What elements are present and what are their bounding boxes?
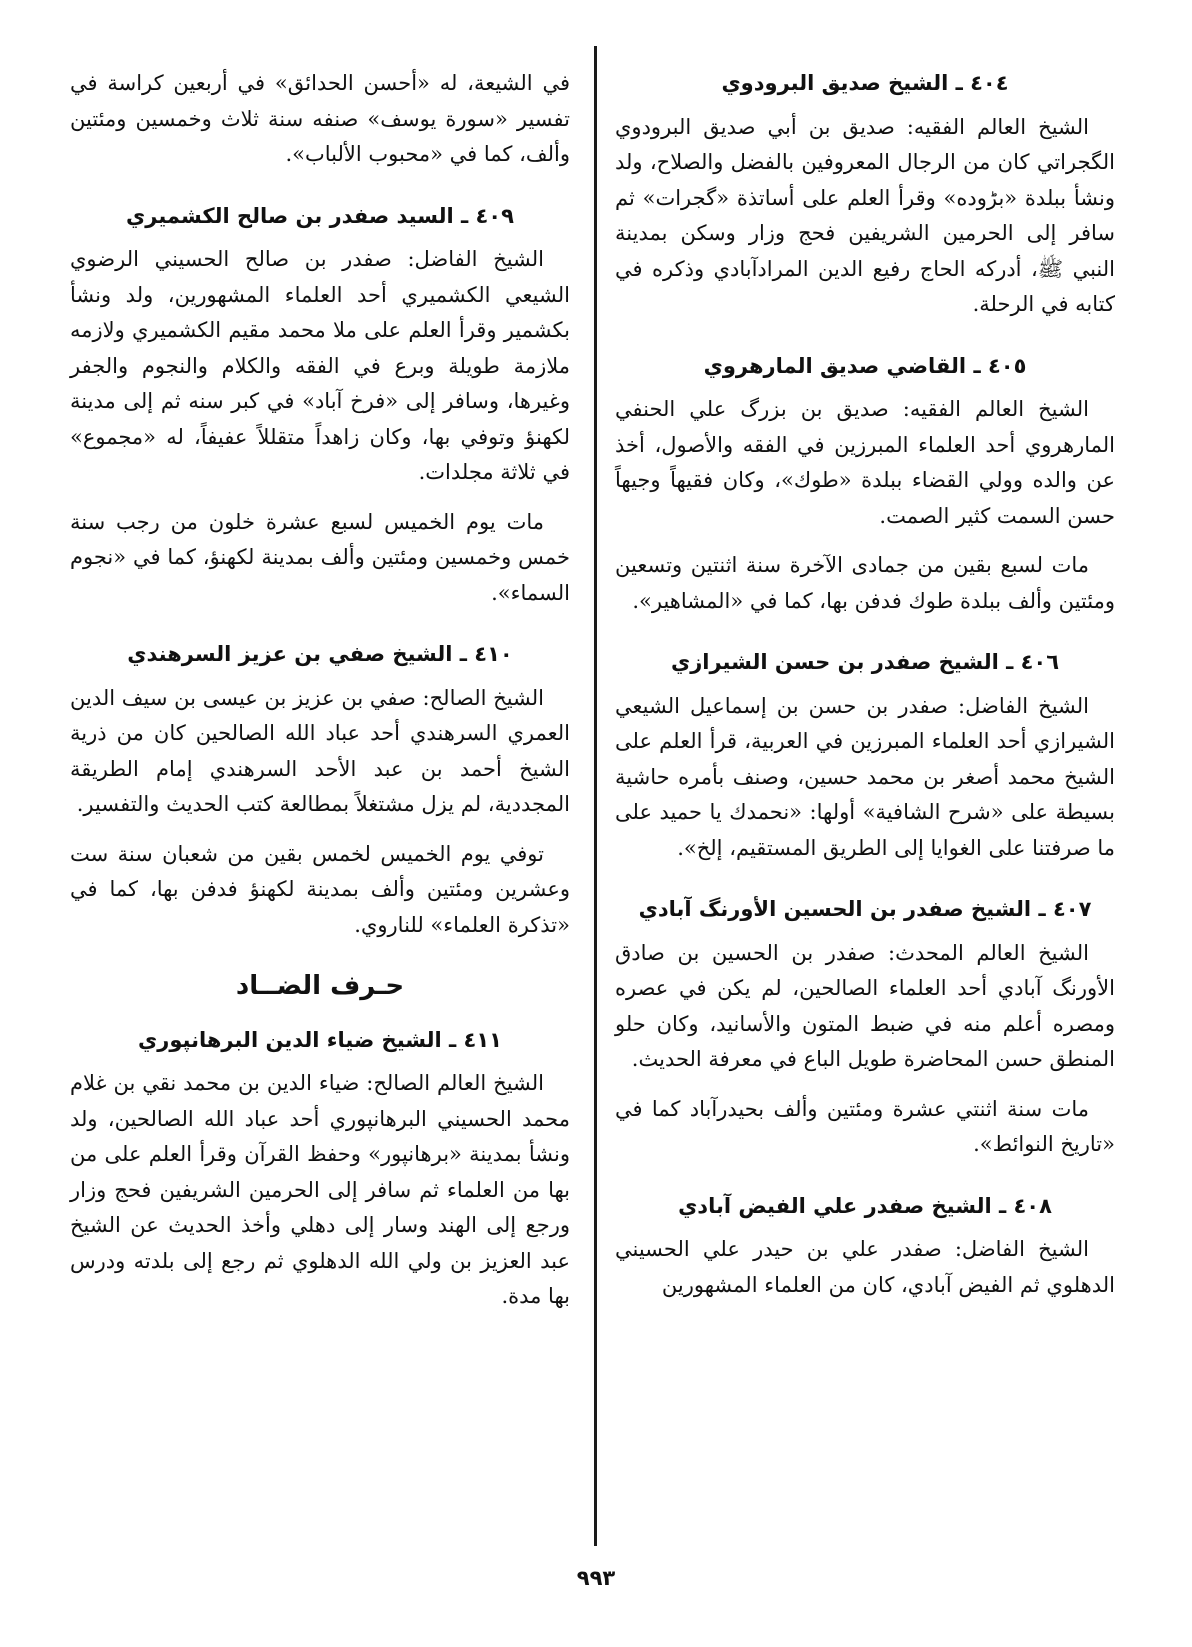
continued-paragraph: في الشيعة، له «أحسن الحدائق» في أربعين كراسة في تفسير «سورة يوسف» صنفه سنة ثلاث وخمسين ومئتين وألف، كما في «محبوب الألباب». [70, 71, 570, 166]
entry-paragraph: مات سنة اثنتي عشرة ومئتين وألف بحيدرآباد كما في «تاريخ النوائط». [615, 1096, 1115, 1156]
entry-heading: ٤٠٩ ـ السيد صفدر بن صالح الكشميري [126, 203, 514, 228]
entry-paragraph: الشيخ العالم الصالح: ضياء الدين بن محمد نقي بن غلام محمد الحسيني البرهانپوري أحد عباد الله الصالحين، ولد ونشأ بمدينة «برهانپور» وحفظ القرآن وقرأ العلم على من بها من العلماء ثم سافر إلى الحرمين الشريفين فحج وزار ورجع إلى الهند وسار إلى دهلي وأخذ الحديث عن الشيخ عبد العزيز بن ولي الله الدهلوي ثم رجع إلى بلدته ودرس بها مدة. [70, 1071, 570, 1308]
entry-paragraph: الشيخ العالم المحدث: صفدر بن الحسين بن صادق الأورنگ آبادي أحد العلماء الصالحين، لم يكن في عصره ومصره أعلم منه في ضبط المتون والأسانيد، وكان حلو المنطق حسن المحاضرة طويل الباع في معرفة الحديث. [615, 940, 1115, 1071]
entry-paragraph: الشيخ الفاضل: صفدر بن حسن بن إسماعيل الشيعي الشيرازي أحد العلماء المبرزين في العربية، قرأ العلم على الشيخ محمد أصغر بن محمد حسين، وصنف بأمره حاشية بسيطة على «شرح الشافية» أولها: «نحمدك يا حميد على ما صرفتنا على الغوايا إلى الطريق المستقيم، إلخ». [615, 693, 1115, 860]
entry-paragraph: مات لسبع بقين من جمادى الآخرة سنة اثنتين وتسعين ومئتين وألف ببلدة طوك فدفن بها، كما في «المشاهير». [615, 553, 1115, 613]
entry-heading: ٤١١ ـ الشيخ ضياء الدين البرهانپوري [138, 1027, 502, 1052]
entry-410 [70, 637, 570, 943]
page-number: ٩٩٣ [576, 1566, 616, 1590]
entry-paragraph: الشيخ الفاضل: صفدر علي بن حيدر علي الحسيني الدهلوي ثم الفيض آبادي، كان من العلماء المشهورين [615, 1237, 1115, 1297]
right-column [615, 66, 1115, 1329]
entry-paragraph: مات يوم الخميس لسبع عشرة خلون من رجب سنة خمس وخمسين ومئتين وألف بمدينة لكهنؤ، كما في «نجوم السماء». [70, 509, 570, 605]
entry-paragraph: الشيخ العالم الفقيه: صديق بن أبي صديق البرودوي الگجراتي كان من الرجال المعروفين بالفضل والصلاح، ولد ونشأ ببلدة «بڑوده» وقرأ العلم على أساتذة «گجرات» ثم سافر إلى الحرمين الشريفين فحج وزار وسكن بمدينة النبي ﷺ، أدركه الحاج رفيع الدين المرادآبادي وذكره في كتابه في الرحلة. [615, 114, 1115, 316]
column-divider [594, 46, 597, 1546]
entry-404 [615, 66, 1115, 323]
entry-continuation [70, 66, 570, 173]
entry-heading: ٤٠٨ ـ الشيخ صفدر علي الفيض آبادي [678, 1193, 1052, 1218]
entry-paragraph: توفي يوم الخميس لخمس بقين من شعبان سنة ست وعشرين ومئتين وألف بمدينة لكهنؤ فدفن بها، كما في «تذكرة العلماء» للناروي. [70, 841, 570, 937]
entry-heading: ٤٠٦ ـ الشيخ صفدر بن حسن الشيرازي [670, 650, 1060, 674]
entry-heading: ٤٠٧ ـ الشيخ صفدر بن الحسين الأورنگ آبادي [638, 897, 1092, 921]
entry-paragraph: الشيخ العالم الفقيه: صديق بن بزرگ علي الحنفي المارهروي أحد العلماء المبرزين في الفقه والأصول، أخذ عن والده وولي القضاء ببلدة «طوك»، وكان فقيهاً وجيهاً حسن السمت كثير الصمت. [615, 397, 1115, 528]
entry-paragraph: الشيخ الصالح: صفي بن عزيز بن عيسى بن سيف الدين العمري السرهندي أحد عباد الله الصالحين كان من ذرية الشيخ أحمد بن عبد الأحد السرهندي إمام الطريقة المجددية، لم يزل مشتغلاً بمطالعة كتب الحديث والتفسير. [70, 685, 570, 816]
entry-heading: ٤٠٤ ـ الشيخ صديق البرودوي [721, 71, 1009, 95]
entry-407 [615, 892, 1115, 1163]
entry-405 [615, 349, 1115, 620]
left-column [70, 66, 570, 1341]
entry-409 [70, 199, 570, 612]
letter-section-heading: حـرف الضــاد [235, 971, 405, 1001]
entry-heading: ٤١٠ ـ الشيخ صفي بن عزيز السرهندي [127, 642, 513, 666]
entry-406 [615, 645, 1115, 866]
entry-heading: ٤٠٥ ـ القاضي صديق المارهروي [703, 353, 1027, 378]
entry-408 [615, 1189, 1115, 1304]
entry-411 [70, 1023, 570, 1315]
entry-paragraph: الشيخ الفاضل: صفدر بن صالح الحسيني الرضوي الشيعي الكشميري أحد العلماء المشهورين، ولد ونشأ بكشمير وقرأ العلم على ملا محمد مقيم الكشميري ولازمه ملازمة طويلة وبرع في الفقه والكلام والنجوم والجفر وغيرها، وسافر إلى «فرخ آباد» في كبر سنه ثم إلى مدينة لكهنؤ وتوفي بها، وكان زاهداً متقللاً عفيفاً، له «مجموع» في ثلاثة مجلدات. [70, 247, 570, 484]
